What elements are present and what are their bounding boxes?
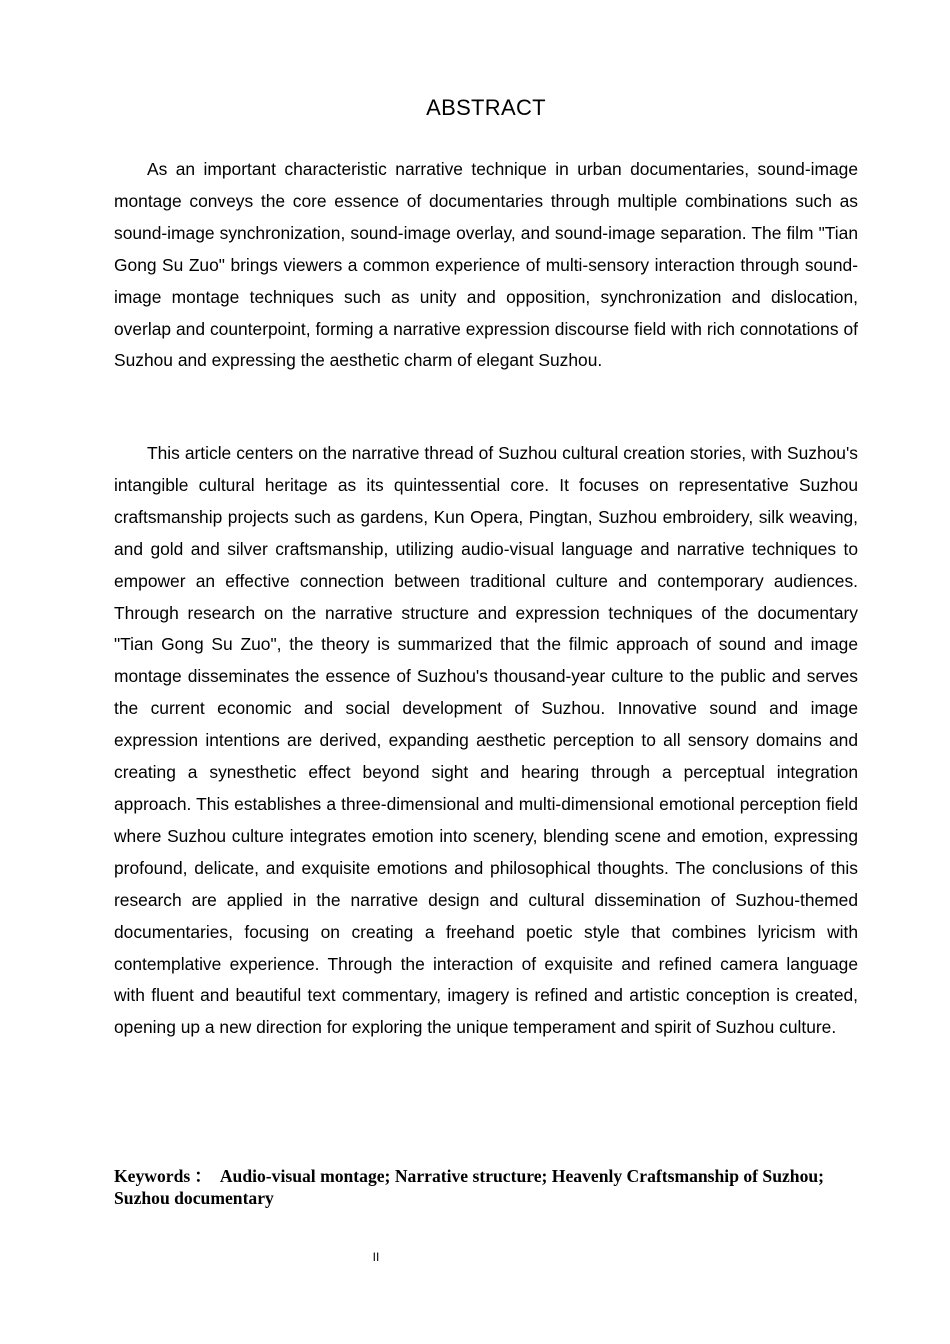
abstract-paragraph-2: [114, 438, 858, 1044]
keywords-label: Keywords: [114, 1166, 191, 1186]
paragraph-text: This article centers on the narrative thread of Suzhou cultural creation stories, with Suzhou's intangible cultural heritage as its quintessential core. It focuses on representative Suzhou craftsmanship projects such as gardens, Kun Opera, Pingtan, Suzhou embroidery, silk weaving, and gold and silver craftsmanship, utilizing audio-visual language and narrative techniques to empower an effective connection between traditional culture and contemporary audiences. Through research on the narrative structure and expression techniques of the documentary "Tian Gong Su Zuo", the theory is summarized that the filmic approach of sound and image montage disseminates the essence of Suzhou's thousand-year culture to the public and serves the current economic and social development of Suzhou. Innovative sound and image expression intentions are derived, expanding aesthetic perception to all sensory domains and creating a synesthetic effect beyond sight and hearing through a perceptual integration approach. This establishes a three-dimensional and multi-dimensional emotional perception field where Suzhou culture integrates emotion into scenery, blending scene and emotion, expressing profound, delicate, and exquisite emotions and philosophical thoughts. The conclusions of this research are applied in the narrative design and cultural dissemination of Suzhou-themed documentaries, focusing on creating a freehand poetic style that combines lyricism with contemplative experience. Through the interaction of exquisite and refined camera language with fluent and beautiful text commentary, imagery is refined and artistic conception is created, opening up a new direction for exploring the unique temperament and spirit of Suzhou culture.: [114, 443, 858, 1038]
keywords-text: Audio-visual montage; Narrative structure; Heavenly Craftsmanship of Suzhou; Suzhou documentary: [114, 1166, 825, 1208]
abstract-heading: ABSTRACT: [426, 95, 546, 120]
abstract-paragraph-1: [114, 154, 858, 377]
keywords-line: [114, 1165, 858, 1209]
page-number: II: [372, 1250, 380, 1264]
keywords-separator: ：: [194, 1166, 212, 1186]
paragraph-text: As an important characteristic narrative technique in urban documentaries, sound-image montage conveys the core essence of documentaries through multiple combinations such as sound-image synchronization, sound-image overlay, and sound-image separation. The film "Tian Gong Su Zuo" brings viewers a common experience of multi-sensory interaction through sound-image montage techniques such as unity and opposition, synchronization and dislocation, overlap and counterpoint, forming a narrative expression discourse field with rich connotations of Suzhou and expressing the aesthetic charm of elegant Suzhou.: [114, 159, 858, 371]
